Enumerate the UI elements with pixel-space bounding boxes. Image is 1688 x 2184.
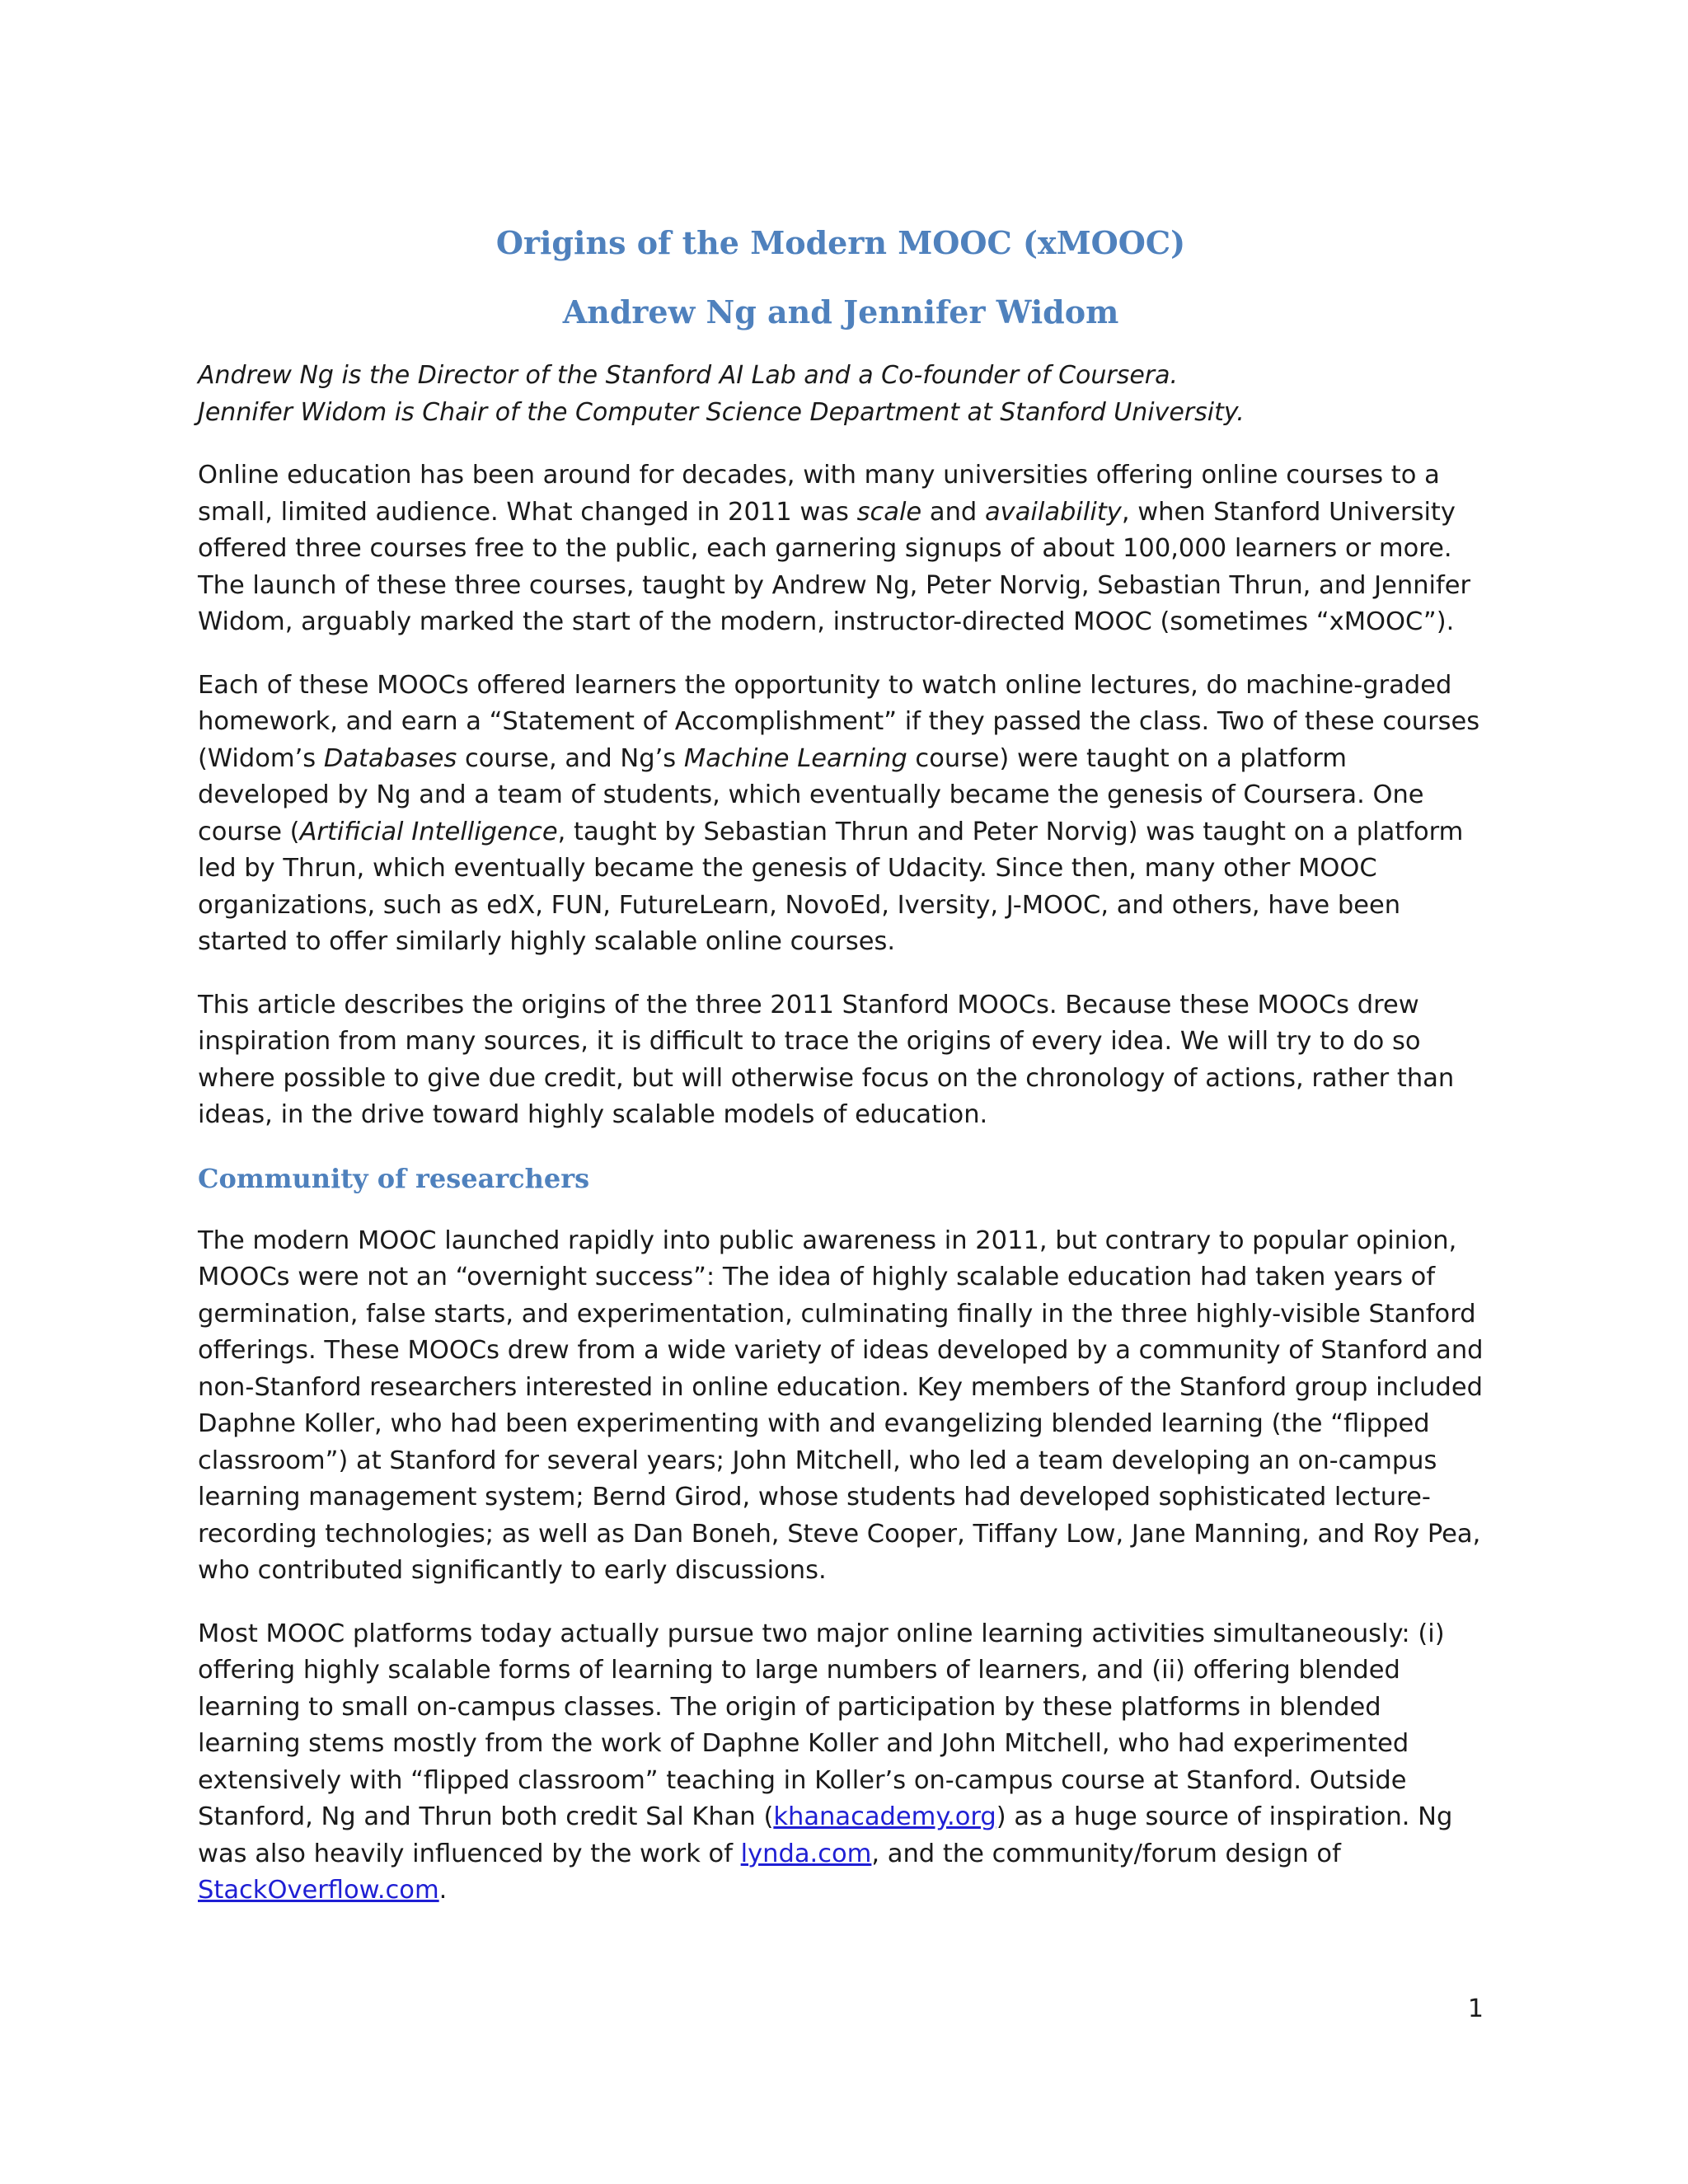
link-stackoverflow[interactable]: StackOverflow.com <box>198 1876 439 1905</box>
document-authors: Andrew Ng and Jennifer Widom <box>562 293 1119 330</box>
paragraph-moocs <box>198 668 1484 961</box>
affiliation-widom: Jennifer Widom is Chair of the Computer Science Department at Stanford University. <box>198 397 1245 427</box>
paragraph-article-scope: This article describes the origins of the three 2011 Stanford MOOCs. Because these MOOCs drew inspiration from many sources, it is difficult to trace the origins of every idea. We will try to do so where possible to give due credit, but will otherwise focus on the chronology of actions, rather than ideas, in the drive toward highly scalable models of education. <box>198 990 1455 1129</box>
text-run: , when Stanford University offered three courses free to the public, each garnering signups of about 100,000 learners or more. The launch of these three courses, taught by Andrew Ng, Peter Norvig, Sebastian Thrun, and Jennifer Widom, arguably marked the start of the modern, instructor-directed MOOC (sometimes “xMOOC”). <box>198 497 1471 636</box>
page-content <box>198 223 1484 1936</box>
emphasis-databases: Databases <box>323 743 457 773</box>
text-run: Most MOOC platforms today actually pursue two major online learning activities simultaneously: (i) offering highly scalable forms of learning to large numbers of learners, and (ii) offering blended learning to small on-campus classes. The origin of participation by these platforms in blended learning stems mostly from the work of Daphne Koller and John Mitchell, who had experimented extensively with “flipped classroom” teaching in Koller’s on-campus course at Stanford. Outside Stanford, Ng and Thrun both credit Sal Khan ( <box>198 1619 1445 1831</box>
link-lynda[interactable]: lynda.com <box>740 1839 872 1868</box>
emphasis-scale: scale <box>856 497 922 527</box>
link-khanacademy[interactable]: khanacademy.org <box>773 1802 996 1831</box>
paragraph-community: The modern MOOC launched rapidly into public awareness in 2011, but contrary to popular opinion, MOOCs were not an “overnight success”: The idea of highly scalable education had taken years of germination, false starts, and experimentation, culminating finally in the three highly-visible Stanford offerings. These MOOCs drew from a wide variety of ideas developed by a community of Stanford and non-Stanford researchers interested in online education. Key members of the Stanford group included Daphne Koller, who had been experimenting with and evangelizing blended learning (the “flipped classroom”) at Stanford for several years; John Mitchell, who led a team developing an on-campus learning management system; Bernd Girod, whose students had developed sophisticated lecture-recording technologies; as well as Dan Boneh, Steve Cooper, Tiffany Low, Jane Manning, and Roy Pea, who contributed significantly to early discussions. <box>198 1226 1484 1585</box>
paragraph-intro <box>198 457 1484 641</box>
text-run: course) were taught on a platform developed by Ng and a team of students, which eventually became the genesis of Coursera. One course ( <box>198 743 1424 846</box>
text-run: ) as a huge source of inspiration. Ng was also heavily influenced by the work of <box>198 1802 1453 1868</box>
text-run: course, and Ng’s <box>457 743 684 773</box>
affiliation-ng: Andrew Ng is the Director of the Stanford AI Lab and a Co-founder of Coursera. <box>198 361 1179 390</box>
page-number: 1 <box>1467 1994 1484 2023</box>
emphasis-machine-learning: Machine Learning <box>683 743 907 773</box>
text-run: . <box>438 1876 448 1905</box>
paragraph-blended-learning <box>198 1616 1484 1910</box>
emphasis-availability: availability <box>984 497 1122 527</box>
text-run: Each of these MOOCs offered learners the opportunity to watch online lectures, do machine-graded homework, and earn a “Statement of Accomplishment” if they passed the class. Two of these courses (Widom’s <box>198 670 1480 773</box>
text-run: , taught by Sebastian Thrun and Peter Norvig) was taught on a platform led by Thrun, which eventually became the genesis of Udacity. Since then, many other MOOC organizations, such as edX, FUN, FutureLearn, NovoEd, Iversity, J-MOOC, and others, have been started to offer similarly highly scalable online courses. <box>198 817 1464 956</box>
text-run: and <box>921 497 985 527</box>
emphasis-artificial-intelligence: Artificial Intelligence <box>299 817 558 846</box>
text-run: Online education has been around for decades, with many universities offering online courses to a small, limited audience. What changed in 2011 was <box>198 461 1440 527</box>
document-title: Origins of the Modern MOOC (xMOOC) <box>495 224 1186 261</box>
text-run: , and the community/forum design of <box>871 1839 1341 1868</box>
section-heading-community: Community of researchers <box>198 1162 590 1194</box>
author-affiliations <box>198 358 1484 431</box>
